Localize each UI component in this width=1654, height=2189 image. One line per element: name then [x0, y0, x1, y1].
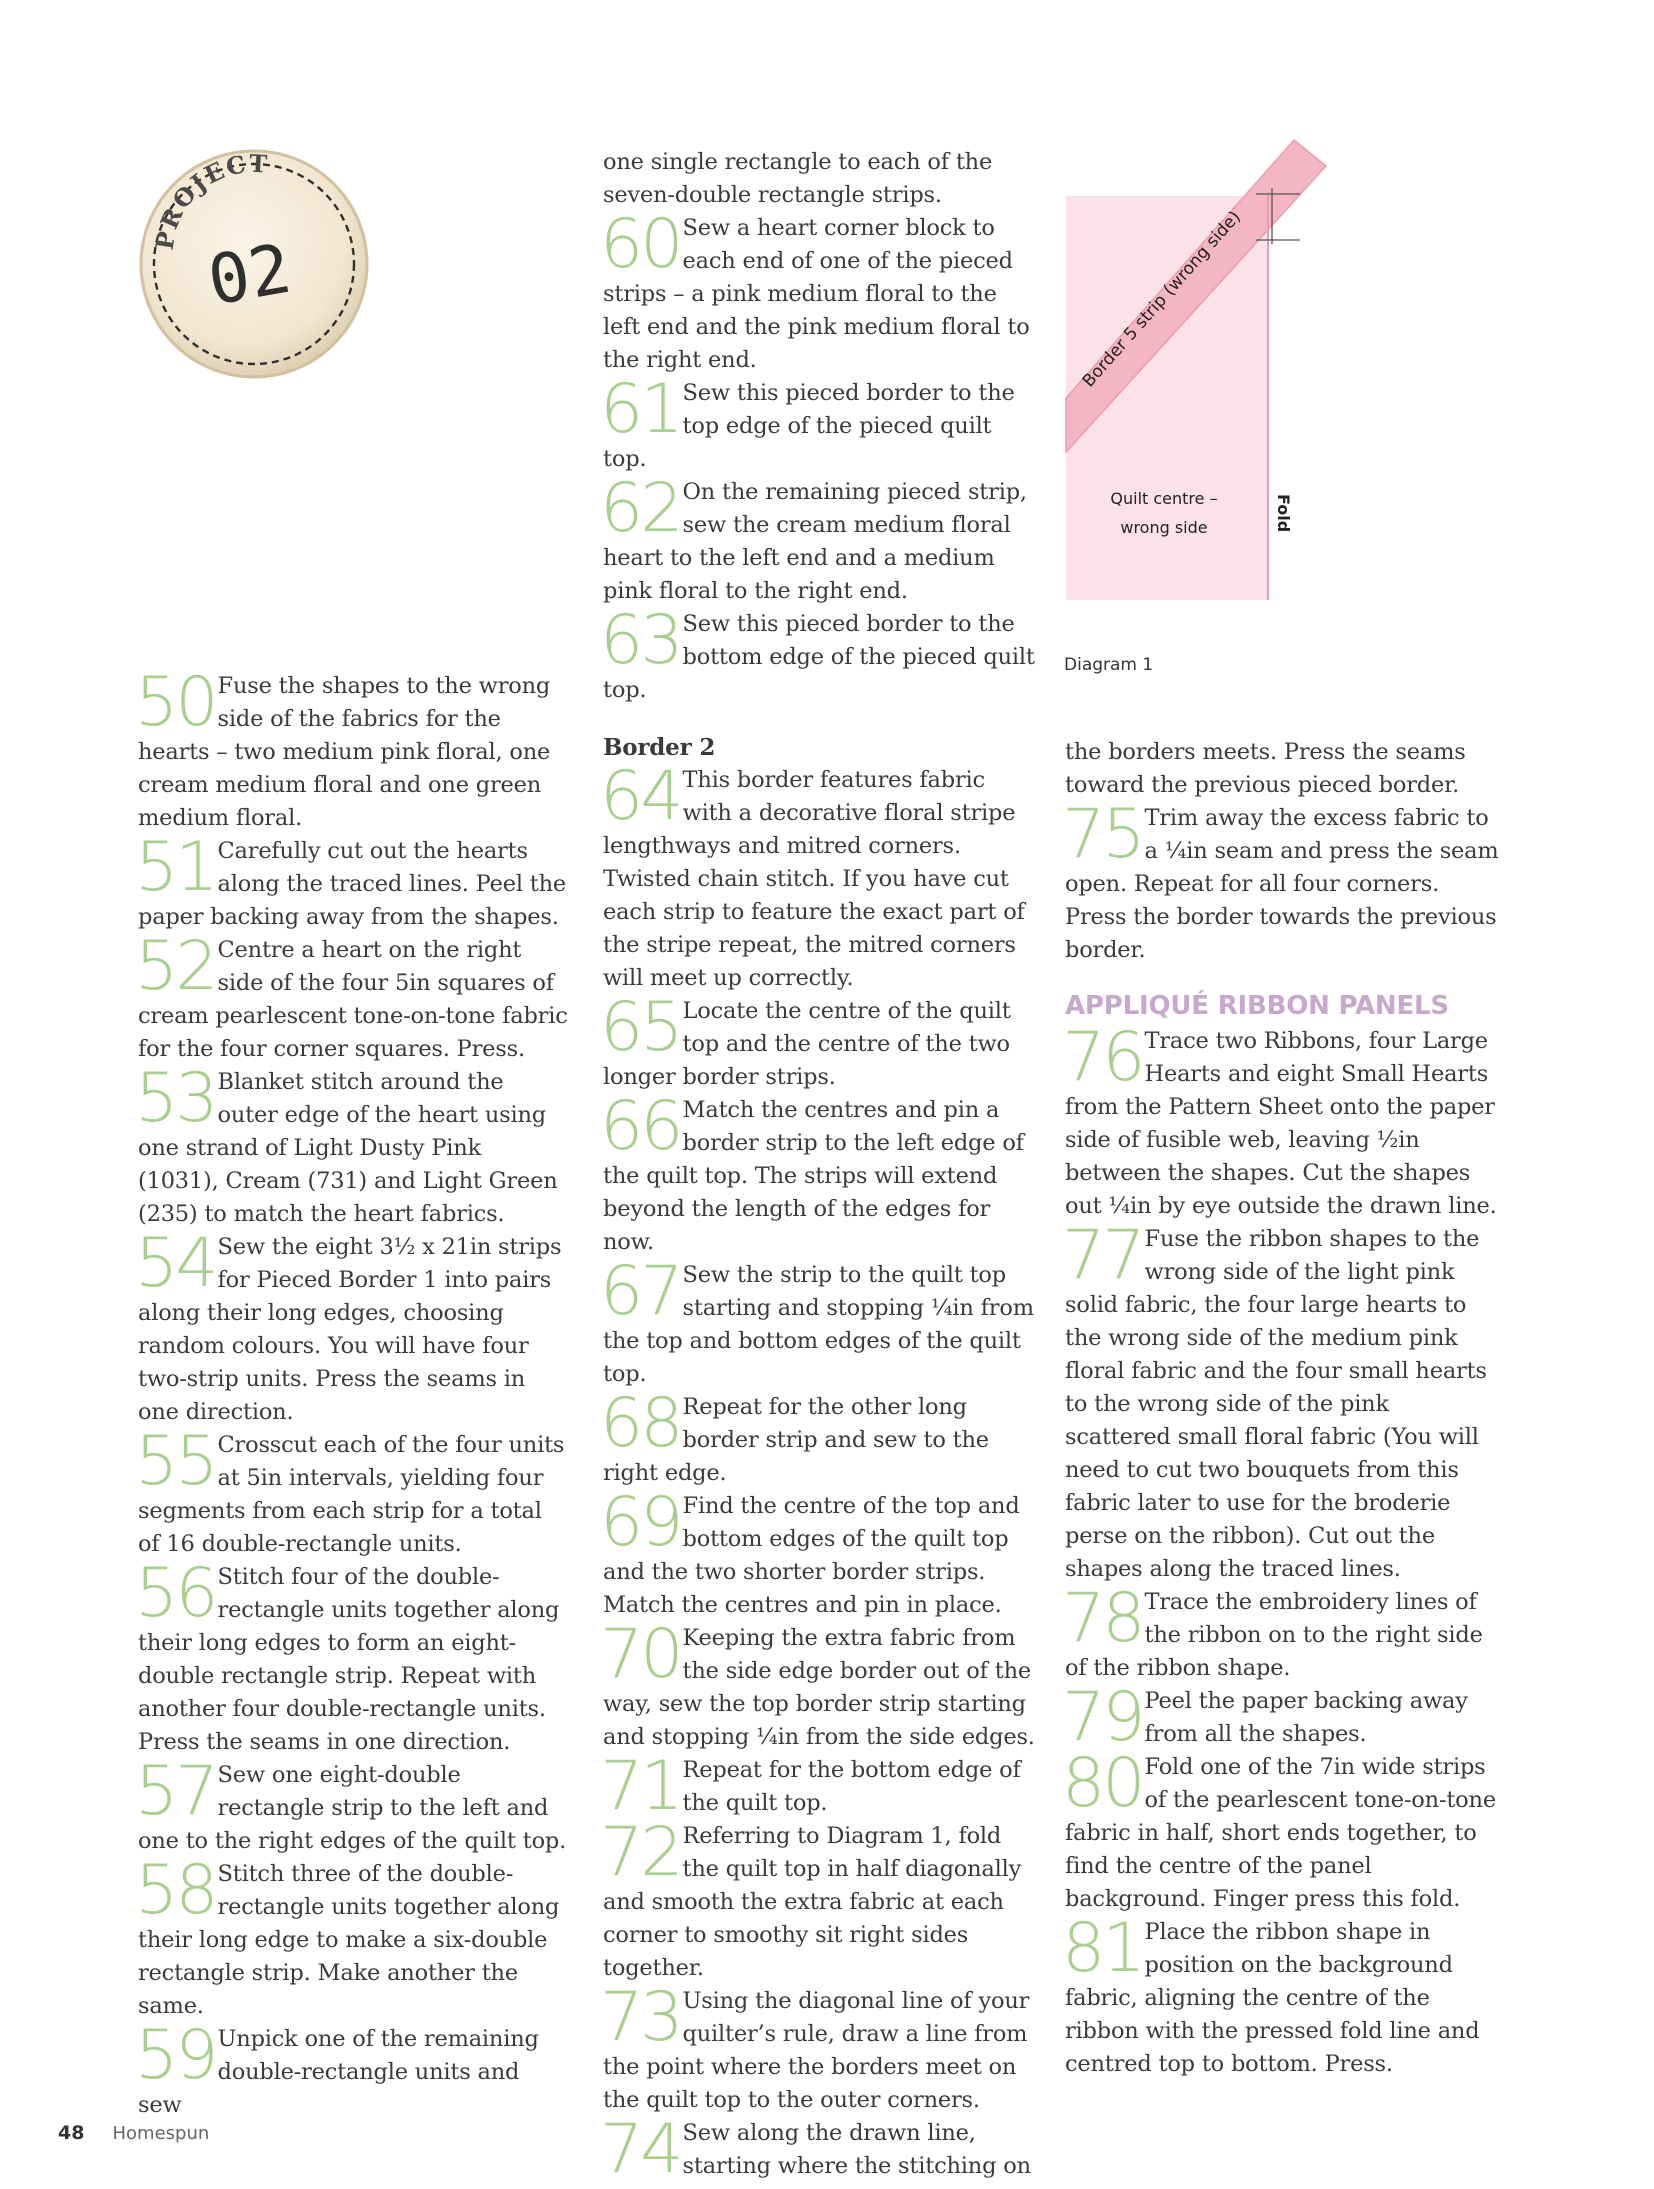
step-number: 50	[135, 663, 216, 742]
step-number: 59	[135, 2016, 216, 2095]
step-text: Locate the centre of the quilt top and the centre of the two longer border strips.	[603, 998, 1011, 1090]
magazine-name: Homespun	[112, 2123, 210, 2144]
step-59	[135, 2016, 568, 2122]
step-number: 64	[600, 757, 681, 836]
step-text: Sew this pieced border to the top edge of the pieced quilt top.	[603, 380, 1015, 472]
step-number: 74	[600, 2110, 681, 2189]
step-text: Sew the strip to the quilt top starting and stopping ¼in from the top and bottom edges of the quilt top.	[603, 1262, 1034, 1387]
steps-group	[1062, 795, 1500, 967]
step-text: Sew this pieced border to the bottom edge of the pieced quilt top.	[603, 611, 1035, 703]
step-number: 53	[135, 1059, 216, 1138]
step-62	[600, 469, 1038, 608]
step-number: 56	[135, 1554, 216, 1633]
step-number: 66	[600, 1087, 681, 1166]
step-text: On the remaining pieced strip, sew the cream medium floral heart to the left end and a medium pink floral to the right end.	[603, 479, 1027, 604]
section-heading-applique: APPLIQUÉ RIBBON PANELS	[1065, 991, 1449, 1021]
step-number: 81	[1062, 1909, 1143, 1988]
step-number: 62	[600, 469, 681, 548]
step-text: Sew along the drawn line, starting where the stitching on	[682, 2120, 1031, 2179]
step-text: Peel the paper backing away from all the shapes.	[1144, 1688, 1468, 1747]
step-69	[600, 1483, 1038, 1622]
step-78	[1062, 1579, 1500, 1685]
step-81	[1062, 1909, 1500, 2081]
step-75	[1062, 795, 1500, 967]
step-71	[600, 1747, 1038, 1826]
step-79	[1062, 1678, 1500, 1757]
step-73	[600, 1978, 1038, 2117]
strip-label: Border 5 strip (wrong side)	[1078, 207, 1245, 392]
step-text: Fuse the ribbon shapes to the wrong side of the light pink solid fabric, the four large hearts to the wrong side of the medium pink floral fabric and the four small hearts to the wrong side of the pink scattered small floral fabric (You will need to cut two bouquets from this fabric later to use for the broderie perse on the ribbon). Cut out the shapes along the traced lines.	[1065, 1226, 1487, 1582]
step-text: Carefully cut out the hearts along the traced lines. Peel the paper backing away from the shapes.	[138, 838, 567, 930]
step-80	[1062, 1744, 1500, 1916]
step-text: Referring to Diagram 1, fold the quilt top in half diagonally and smooth the extra fabric at each corner to smoothy sit right sides together.	[603, 1823, 1022, 1981]
step-number: 65	[600, 988, 681, 1067]
fold-label: Fold	[1274, 494, 1293, 533]
section-heading-border-2: Border 2	[603, 734, 716, 761]
step-number: 73	[600, 1978, 681, 2057]
step-66	[600, 1087, 1038, 1259]
step-number: 70	[600, 1615, 681, 1694]
step-number: 60	[600, 205, 681, 284]
step-text: Blanket stitch around the outer edge of the heart using one strand of Light Dusty Pink (1031), Cream (731) and Light Green (235) to match the heart fabrics.	[138, 1069, 558, 1227]
step-60	[600, 205, 1038, 377]
step-63	[600, 601, 1038, 707]
diagram-caption: Diagram 1	[1064, 655, 1154, 675]
continuation-text: one single rectangle to each of the seven-double rectangle strips.	[603, 149, 993, 208]
step-number: 68	[600, 1384, 681, 1463]
step-53	[135, 1059, 568, 1231]
step-number: 67	[600, 1252, 681, 1331]
step-text: Match the centres and pin a border strip to the left edge of the quilt top. The strips will extend beyond the length of the edges for now.	[603, 1097, 1024, 1255]
step-77	[1062, 1216, 1500, 1586]
page-footer	[58, 2122, 209, 2144]
step-text: Repeat for the bottom edge of the quilt top.	[682, 1757, 1021, 1816]
step-number: 54	[135, 1224, 216, 1303]
step-70	[600, 1615, 1038, 1754]
step-text: Keeping the extra fabric from the side edge border out of the way, sew the top border strip starting and stopping ¼in from the side edges.	[603, 1625, 1035, 1750]
column-1	[135, 663, 568, 2122]
step-text: Trace the embroidery lines of the ribbon on to the right side of the ribbon shape.	[1065, 1589, 1483, 1681]
step-number: 71	[600, 1747, 681, 1826]
step-68	[600, 1384, 1038, 1490]
step-text: Stitch three of the double-rectangle units together along their long edge to make a six-double rectangle strip. Make another the same.	[138, 1861, 560, 2019]
step-number: 57	[135, 1752, 216, 1831]
step-number: 63	[600, 601, 681, 680]
step-text: Sew a heart corner block to each end of one of the pieced strips – a pink medium floral to the left end and the pink medium floral to the right end.	[603, 215, 1030, 373]
project-badge	[138, 148, 370, 380]
step-number: 78	[1062, 1579, 1143, 1658]
step-67	[600, 1252, 1038, 1391]
step-number: 55	[135, 1422, 216, 1501]
step-50	[135, 663, 568, 835]
step-text: Stitch four of the double-rectangle units together along their long edges to form an eight-double rectangle strip. Repeat with another four double-rectangle units. Press the seams in one direction.	[138, 1564, 560, 1755]
step-number: 77	[1062, 1216, 1143, 1295]
badge-label: PROJECT	[149, 148, 270, 252]
step-number: 79	[1062, 1678, 1143, 1757]
step-text: Sew one eight-double rectangle strip to the left and one to the right edges of the quilt top.	[138, 1762, 567, 1854]
step-56	[135, 1554, 568, 1759]
step-72	[600, 1813, 1038, 1985]
step-text: Place the ribbon shape in position on the background fabric, aligning the centre of the ribbon with the pressed fold line and centred top to bottom. Press.	[1065, 1919, 1480, 2077]
steps-group	[1062, 1018, 1500, 2081]
step-65	[600, 988, 1038, 1094]
step-number: 75	[1062, 795, 1143, 874]
step-61	[600, 370, 1038, 476]
step-number: 58	[135, 1851, 216, 1930]
step-76	[1062, 1018, 1500, 1223]
step-text: This border features fabric with a decorative floral stripe lengthways and mitred corners. Twisted chain stitch. If you have cut each strip to feature the exact part of the stripe repeat, the mitred corners will meet up correctly.	[603, 767, 1025, 991]
continuation-text: the borders meets. Press the seams toward the previous pieced border.	[1065, 739, 1466, 798]
step-51	[135, 828, 568, 934]
step-text: Unpick one of the remaining double-rectangle units and sew	[138, 2026, 539, 2118]
step-number: 76	[1062, 1018, 1143, 1097]
step-text: Sew the eight 3½ x 21in strips for Pieced Border 1 into pairs along their long edges, choosing random colours. You will have four two-strip units. Press the seams in one direction.	[138, 1234, 562, 1425]
badge-number: 02	[202, 229, 297, 322]
step-52	[135, 927, 568, 1066]
steps-group	[600, 757, 1038, 2189]
step-54	[135, 1224, 568, 1429]
step-number: 51	[135, 828, 216, 907]
step-57	[135, 1752, 568, 1858]
step-text: Fold one of the 7in wide strips of the pearlescent tone-on-tone fabric in half, short ends together, to find the centre of the panel background. Finger press this fold.	[1065, 1754, 1496, 1912]
step-text: Using the diagonal line of your quilter’s rule, draw a line from the point where the borders meet on the quilt top to the outer corners.	[603, 1988, 1030, 2113]
step-55	[135, 1422, 568, 1561]
step-text: Trim away the excess fabric to a ¼in seam and press the seam open. Repeat for all four corners. Press the border towards the previous border.	[1065, 805, 1499, 963]
step-text: Fuse the shapes to the wrong side of the fabrics for the hearts – two medium pink floral, one cream medium floral and one green medium floral.	[138, 673, 551, 831]
diagram-1	[1060, 136, 1360, 696]
step-64	[600, 757, 1038, 995]
step-text: Centre a heart on the right side of the four 5in squares of cream pearlescent tone-on-tone fabric for the four corner squares. Press.	[138, 937, 568, 1062]
step-text: Repeat for the other long border strip and sew to the right edge.	[603, 1394, 989, 1486]
step-number: 72	[600, 1813, 681, 1892]
steps-group	[600, 205, 1038, 707]
step-74	[600, 2110, 1038, 2189]
step-text: Crosscut each of the four units at 5in intervals, yielding four segments from each strip for a total of 16 double-rectangle units.	[138, 1432, 565, 1557]
centre-label-line-1: Quilt centre –	[1110, 489, 1218, 508]
column-3	[1062, 736, 1500, 2081]
column-2	[600, 146, 1038, 2189]
page-number: 48	[58, 2122, 85, 2144]
step-number: 52	[135, 927, 216, 1006]
step-number: 80	[1062, 1744, 1143, 1823]
step-number: 61	[600, 370, 681, 449]
step-number: 69	[600, 1483, 681, 1562]
step-text: Trace two Ribbons, four Large Hearts and eight Small Hearts from the Pattern Sheet onto the paper side of fusible web, leaving ½in between the shapes. Cut the shapes out ¼in by eye outside the drawn line.	[1065, 1028, 1497, 1219]
step-58	[135, 1851, 568, 2023]
centre-label-line-2: wrong side	[1120, 518, 1208, 537]
step-text: Find the centre of the top and bottom edges of the quilt top and the two shorter border strips. Match the centres and pin in place.	[603, 1493, 1020, 1618]
